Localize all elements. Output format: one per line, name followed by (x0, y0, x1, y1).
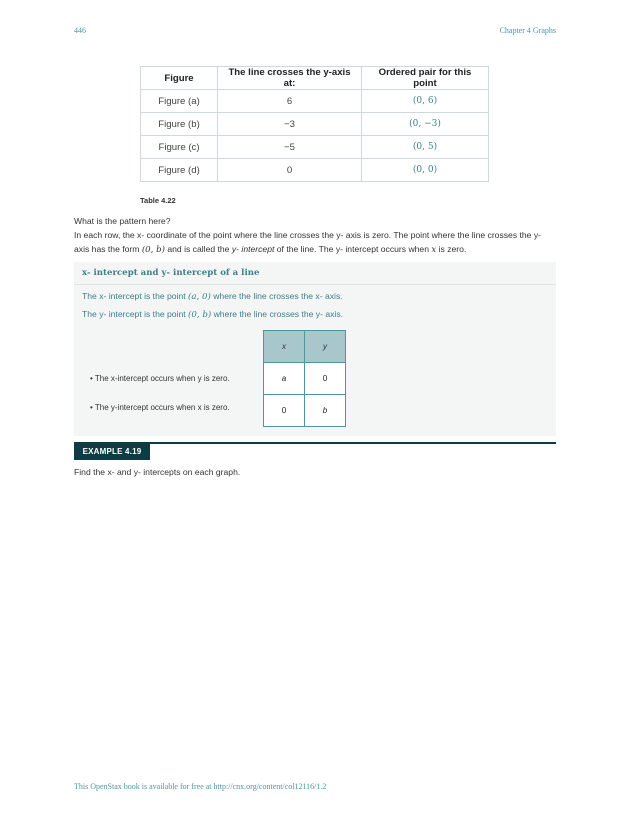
table-header-row (141, 67, 489, 90)
definition-box (74, 262, 556, 436)
definition-title: x- intercept and y- intercept of a line (82, 268, 260, 278)
pattern-paragraph (74, 228, 558, 257)
definition-line-x (82, 291, 343, 302)
cell-pair: (0, −3) (362, 113, 489, 136)
col-header-figure: Figure (141, 67, 218, 90)
paragraph-text: of the line. The y- intercept occurs when (276, 244, 429, 254)
xy-header-y: y (305, 331, 346, 363)
definition-line-y (82, 309, 343, 320)
bullet-item (90, 403, 230, 412)
definition-text: where the line crosses the y- axis. (213, 309, 344, 319)
cell-figure: Figure (a) (141, 90, 218, 113)
question-text: What is the pattern here? (74, 216, 171, 226)
col-header-pair: Ordered pair for this point (362, 67, 489, 90)
example-text: Find the x- and y- intercepts on each graph. (74, 467, 241, 477)
table-row (141, 159, 489, 182)
table-row (141, 136, 489, 159)
xy-header-row (264, 331, 346, 363)
cell-crosses: −3 (218, 113, 362, 136)
cell-pair: (0, 5) (362, 136, 489, 159)
paragraph-text: is zero. (438, 244, 467, 254)
xy-cell: b (305, 395, 346, 427)
definition-text: The x- intercept is the point (82, 291, 186, 301)
intercept-table (140, 66, 489, 182)
cell-pair: (0, 0) (362, 159, 489, 182)
table-row (264, 363, 346, 395)
paragraph-text: In each row, the x- coordinate of the point where the line crosses the y- axis is zero. The point where the line crosses the (74, 230, 532, 240)
definition-title-bar (74, 262, 556, 285)
xy-cell: 0 (305, 363, 346, 395)
bullet-item (90, 374, 230, 383)
chapter-title: Chapter 4 Graphs (499, 26, 556, 35)
math-expression: (0, b) (188, 310, 212, 320)
paragraph-text: y- axis has the form (74, 230, 542, 254)
table-caption: Table 4.22 (140, 196, 176, 205)
xy-header-x: x (264, 331, 305, 363)
cell-crosses: 0 (218, 159, 362, 182)
col-header-crosses: The line crosses the y-axis at: (218, 67, 362, 90)
cell-crosses: 6 (218, 90, 362, 113)
bullet-dot: • (90, 403, 93, 412)
definition-text: The y- intercept is the point (82, 309, 186, 319)
bullet-text: The y-intercept occurs when x is zero. (94, 403, 230, 412)
definition-text: where the line crosses the x- axis. (213, 291, 343, 301)
math-expression: (0, b) (141, 245, 165, 255)
bullet-dot: • (90, 374, 93, 383)
term-emphasis: y- intercept (231, 244, 275, 254)
footer-note: This OpenStax book is available for free at http://cnx.org/content/col12116/1.2 (74, 782, 327, 791)
cell-figure: Figure (c) (141, 136, 218, 159)
xy-cell: 0 (264, 395, 305, 427)
table-row (264, 395, 346, 427)
bullet-text: The x-intercept occurs when y is zero. (94, 374, 230, 383)
math-expression: x (431, 245, 437, 255)
math-expression: (a, 0) (188, 292, 211, 302)
cell-crosses: −5 (218, 136, 362, 159)
xy-cell: a (264, 363, 305, 395)
example-label: EXAMPLE 4.19 (74, 444, 150, 460)
cell-figure: Figure (b) (141, 113, 218, 136)
page-number: 446 (74, 26, 86, 35)
table-row (141, 90, 489, 113)
xy-table (263, 330, 346, 427)
table-row (141, 113, 489, 136)
cell-pair: (0, 6) (362, 90, 489, 113)
cell-figure: Figure (d) (141, 159, 218, 182)
paragraph-text: and is called the (167, 244, 230, 254)
